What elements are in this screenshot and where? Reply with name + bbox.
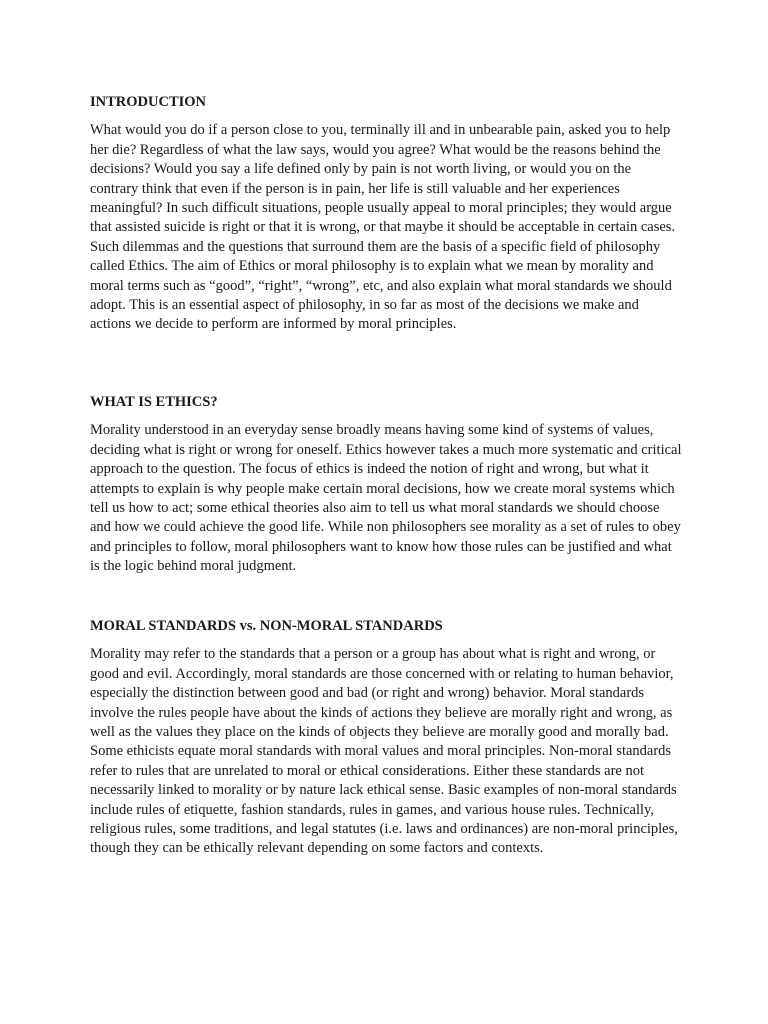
section-introduction [90,93,682,335]
section-heading: WHAT IS ETHICS? [90,394,218,410]
section-paragraph: Morality understood in an everyday sense broadly means having some kind of systems of values, deciding what is right or wrong for oneself. Ethics however takes a much more systematic and critical approach to the question. The focus of ethics is indeed the notion of right and wrong, but what it attempts to explain is why people make certain moral decisions, how we create moral systems which tell us how to act; some ethical theories also aim to tell us what moral standards we should choose and how we could achieve the good life. While non philosophers see morality as a set of rules to obey and principles to follow, moral philosophers want to know how those rules can be justified and what is the logic behind moral judgment. [90,422,682,575]
section-what-is-ethics [90,393,682,577]
section-heading: MORAL STANDARDS vs. NON-MORAL STANDARDS [90,618,443,634]
section-heading: INTRODUCTION [90,94,207,110]
section-paragraph: Morality may refer to the standards that a person or a group has about what is right and wrong, or good and evil. Accordingly, moral standards are those concerned with or relating to human behavior, especially the distinction between good and bad (or right and wrong) behavior. Moral standards involve the rules people have about the kinds of actions they believe are morally right and wrong, as well as the values they place on the kinds of objects they believe are morally good and morally bad. Some ethicists equate moral standards with moral values and moral principles. Non-moral standards refer to rules that are unrelated to moral or ethical considerations. Either these standards are not necessarily linked to morality or by nature lack ethical sense. Basic examples of non-moral standards include rules of etiquette, fashion standards, rules in games, and various house rules. Technically, religious rules, some traditions, and legal statutes (i.e. laws and ordinances) are non-moral principles, though they can be ethically relevant depending on some factors and contexts. [90,646,678,857]
section-moral-standards [90,617,682,859]
section-paragraph: What would you do if a person close to you, terminally ill and in unbearable pain, asked you to help her die? Regardless of what the law says, would you agree? What would be the reasons behind the decisions? Would you say a life defined only by pain is not worth living, or would you on the contrary think that even if the person is in pain, her life is still valuable and her experiences meaningful? In such difficult situations, people usually appeal to moral principles; they would argue that assisted suicide is right or that it is wrong, or that maybe it should be acceptable in certain cases. Such dilemmas and the questions that surround them are the basis of a specific field of philosophy called Ethics. The aim of Ethics or moral philosophy is to explain what we mean by morality and moral terms such as “good”, “right”, “wrong”, etc, and also explain what moral standards we should adopt. This is an essential aspect of philosophy, in so far as most of the decisions we make and actions we decide to perform are informed by moral principles. [90,122,676,333]
